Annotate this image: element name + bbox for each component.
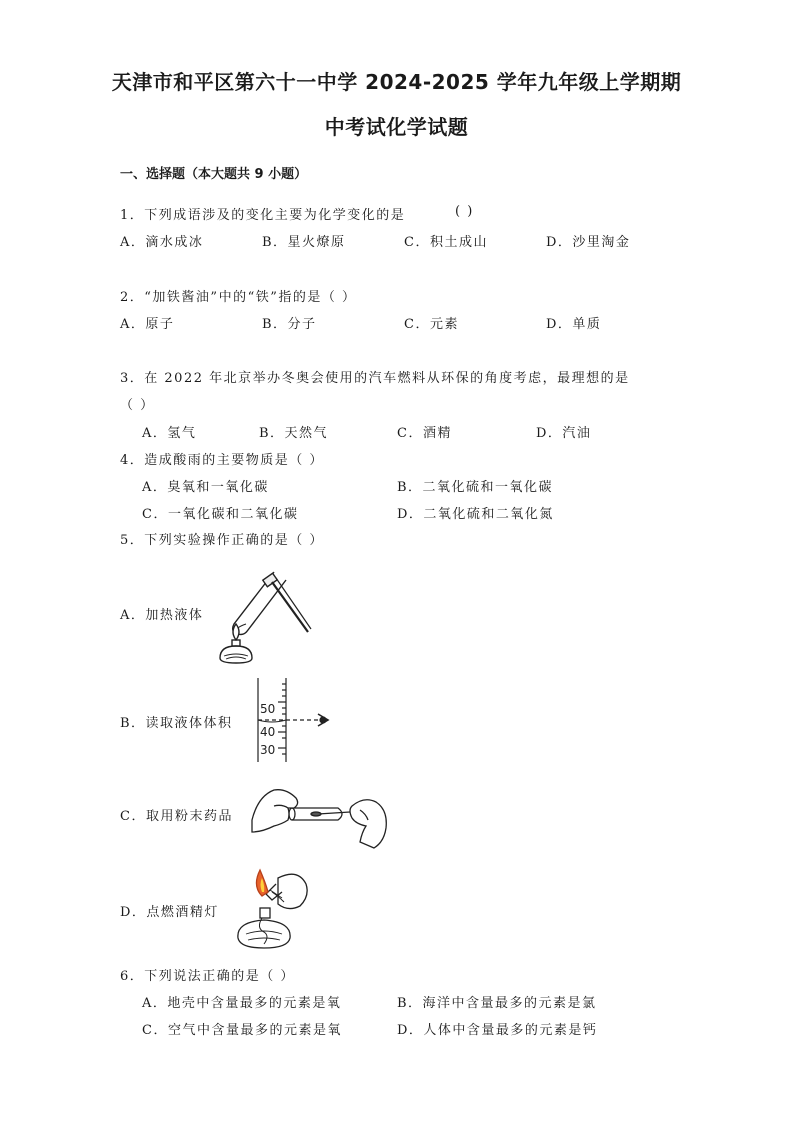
- q1-option-c: C．积土成山: [404, 235, 488, 250]
- q2-option-c: C．元素: [404, 317, 459, 332]
- q2-option-d: D．单质: [546, 317, 602, 332]
- q1-option-d: D．沙里淘金: [546, 235, 631, 250]
- q4-option-b: B．二氧化硫和一氧化碳: [397, 480, 554, 495]
- q6-option-a: A．地壳中含量最多的元素是氧: [142, 996, 342, 1011]
- q5-option-d: D．点燃酒精灯: [120, 905, 219, 920]
- q4-option-c: C．一氧化碳和二氧化碳: [142, 507, 299, 522]
- q1-stem: 1．下列成语涉及的变化主要为化学变化的是: [120, 208, 406, 223]
- q3-paren: （ ）: [120, 398, 155, 413]
- q3-option-a: A．氢气: [142, 426, 197, 441]
- q5-option-c: C．取用粉末药品: [120, 809, 233, 824]
- q5-option-a: A．加热液体: [120, 608, 204, 623]
- cylinder-tick-30: 30: [260, 743, 276, 757]
- q2-option-b: B．分子: [262, 317, 317, 332]
- q3-option-b: B．天然气: [259, 426, 329, 441]
- powder-spatula-figure: [248, 780, 394, 852]
- title-line-2: 中考试化学试题: [324, 115, 469, 139]
- section-heading: 一、选择题（本大题共 9 小题）: [120, 167, 308, 182]
- q6-stem: 6．下列说法正确的是（ ）: [120, 969, 295, 984]
- q3-option-c: C．酒精: [397, 426, 452, 441]
- q2-stem: 2．“加铁酱油”中的“铁”指的是（ ）: [120, 290, 357, 305]
- q6-option-d: D．人体中含量最多的元素是钙: [397, 1023, 598, 1038]
- heating-liquid-figure: [212, 562, 316, 666]
- q1-paren: ( ): [455, 204, 474, 219]
- q4-stem: 4．造成酸雨的主要物质是（ ）: [120, 453, 324, 468]
- q4-option-a: A．臭氧和一氧化碳: [142, 480, 269, 495]
- graduated-cylinder-figure: [252, 676, 342, 766]
- q1-option-a: A．滴水成冰: [120, 235, 204, 250]
- q3-option-d: D．汽油: [536, 426, 592, 441]
- lighting-alcohol-lamp-figure: [226, 862, 316, 954]
- cylinder-tick-50: 50: [260, 702, 276, 716]
- q3-stem: 3．在 2022 年北京举办冬奥会使用的汽车燃料从环保的角度考虑，最理想的是: [120, 371, 630, 386]
- q2-option-a: A．原子: [120, 317, 175, 332]
- q4-option-d: D．二氧化硫和二氧化氮: [397, 507, 554, 522]
- title-line-1: 天津市和平区第六十一中学 2024-2025 学年九年级上学期期: [111, 70, 682, 94]
- q6-option-b: B．海洋中含量最多的元素是氯: [397, 996, 597, 1011]
- q1-option-b: B．星火燎原: [262, 235, 346, 250]
- cylinder-tick-40: 40: [260, 725, 276, 739]
- q5-stem: 5．下列实验操作正确的是（ ）: [120, 533, 324, 548]
- q5-option-b: B．读取液体体积: [120, 716, 233, 731]
- q6-option-c: C．空气中含量最多的元素是氧: [142, 1023, 342, 1038]
